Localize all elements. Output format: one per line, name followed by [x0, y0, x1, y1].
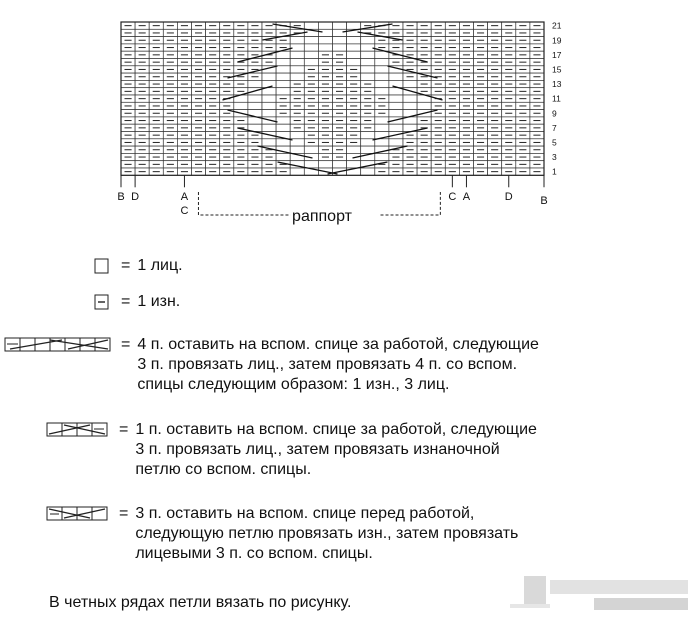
chart-cell — [347, 22, 361, 29]
chart-cell — [276, 59, 290, 66]
legend-item-cable-4-3: = 4 п. оставить на вспом. спице за работой, следующие 3 п. провязать лиц., затем провязать 4 п. со вспом. спицы следующим образом: 1 изн., 3 лиц. — [4, 335, 539, 395]
legend-text: 1 п. оставить на вспом. спице за работой, следующие 3 п. провязать лиц., затем провязать изнаночной петлю со вспом. спицы. — [135, 421, 537, 478]
chart-cell — [262, 95, 276, 102]
watermark — [510, 574, 688, 614]
chart-cell — [304, 59, 318, 66]
row-number: 9 — [552, 108, 557, 119]
chart-cell — [389, 110, 403, 117]
chart-cell — [318, 29, 332, 36]
row-number: 21 — [552, 20, 562, 31]
legend-text: 3 п. оставить на вспом. спице перед работой, следующую петлю провязать изн., затем провязать лицевыми 3 п. со вспом. спицы. — [135, 505, 519, 562]
chart-cell — [262, 110, 276, 117]
knitting-chart — [0, 0, 700, 240]
chart-cell — [276, 153, 290, 160]
repeat-bracket-left — [198, 192, 290, 215]
chart-cell — [276, 88, 290, 95]
chart-cell — [375, 139, 389, 146]
marker-letter: B — [540, 195, 548, 207]
chart-cell — [304, 51, 318, 58]
chart-cell — [290, 168, 304, 175]
chart-cell — [276, 117, 290, 124]
chart-cell — [347, 146, 361, 153]
chart-cell — [290, 73, 304, 80]
chart-cell — [333, 44, 347, 51]
chart-cell — [248, 102, 262, 109]
chart-cell — [361, 168, 375, 175]
legend-item-cable-1-3: = 1 п. оставить на вспом. спице за работой, следующие 3 п. провязать лиц., затем провязать изнаночной петлю со вспом. спицы. — [46, 420, 537, 480]
chart-cell — [347, 51, 361, 58]
chart-cell — [262, 73, 276, 80]
row-numbers — [552, 21, 562, 177]
chart-cell — [262, 139, 276, 146]
row-number: 13 — [552, 79, 562, 90]
chart-cell — [276, 124, 290, 131]
row-number: 19 — [552, 35, 562, 46]
legend-item-cable-3-1: = 3 п. оставить на вспом. спице перед работой, следующую петлю провязать изн., затем провязать лицевыми 3 п. со вспом. спицы. — [46, 504, 518, 564]
chart-cell — [290, 132, 304, 139]
legend-text: 1 изн. — [137, 293, 181, 310]
chart-cell — [375, 88, 389, 95]
chart-cell — [375, 73, 389, 80]
chart-cell — [276, 66, 290, 73]
legend-item-knit: = 1 лиц. — [92, 256, 183, 276]
marker-letter: A — [462, 191, 471, 203]
chart-cell — [318, 44, 332, 51]
chart-cell — [290, 66, 304, 73]
legend-item-purl: = 1 изн. — [92, 292, 180, 312]
purl-cell-icon — [92, 292, 112, 312]
marker-letter: C — [180, 205, 189, 217]
marker-letter: C — [448, 191, 457, 203]
cable-3-1-right-icon — [46, 504, 110, 524]
chart-cell — [262, 102, 276, 109]
marker-letter: B — [117, 191, 125, 203]
chart-cell — [375, 153, 389, 160]
footnote: В четных рядах петли вязать по рисунку. — [49, 594, 352, 611]
chart-cell — [333, 29, 347, 36]
chart-cell — [375, 117, 389, 124]
chart-cell — [389, 73, 403, 80]
chart-cell — [304, 146, 318, 153]
cable-1-3-left-icon — [46, 420, 110, 440]
chart-cell — [361, 66, 375, 73]
chart-cell — [361, 146, 375, 153]
chart-cell — [361, 59, 375, 66]
chart-cell — [276, 80, 290, 87]
cable-4-3-left-icon — [4, 335, 112, 355]
chart-cell — [290, 51, 304, 58]
marker-letter: D — [504, 191, 513, 203]
chart-cell — [375, 124, 389, 131]
repeat-label: раппорт — [292, 208, 352, 225]
row-number: 17 — [552, 49, 562, 60]
chart-cell — [276, 73, 290, 80]
chart-cell — [347, 59, 361, 66]
chart-cell — [290, 59, 304, 66]
chart-cell — [361, 37, 375, 44]
row-number: 1 — [552, 166, 557, 177]
chart-cell — [389, 102, 403, 109]
chart-cell — [248, 80, 262, 87]
chart-cell — [389, 139, 403, 146]
chart-cell — [361, 132, 375, 139]
chart-cell — [403, 95, 417, 102]
chart-cell — [347, 44, 361, 51]
chart-cell — [304, 44, 318, 51]
row-number: 5 — [552, 137, 557, 148]
row-number: 3 — [552, 152, 557, 163]
chart-cell — [248, 95, 262, 102]
chart-cell — [290, 37, 304, 44]
chart-cell — [276, 139, 290, 146]
knit-cell-icon — [92, 256, 112, 276]
chart-cell — [347, 161, 361, 168]
chart-cell — [389, 124, 403, 131]
chart-cell — [375, 80, 389, 87]
legend-text: 1 лиц. — [137, 257, 183, 274]
chart-cell — [375, 66, 389, 73]
chart-cell — [304, 161, 318, 168]
chart-cell — [375, 59, 389, 66]
chart-cell — [262, 124, 276, 131]
chart-cell — [417, 102, 431, 109]
chart-cell — [403, 80, 417, 87]
chart-cell — [333, 22, 347, 29]
row-number: 11 — [552, 93, 561, 104]
row-number: 15 — [552, 64, 562, 75]
chart-cell — [333, 161, 347, 168]
chart-cell — [361, 73, 375, 80]
repeat-bracket-right — [381, 192, 441, 215]
chart-cell — [304, 22, 318, 29]
chart-cell — [304, 37, 318, 44]
chart-cell — [290, 146, 304, 153]
legend-text: 4 п. оставить на вспом. спице за работой, следующие 3 п. провязать лиц., затем провязать 4 п. со вспом. спицы следующим образом: 1 изн., 3 лиц. — [137, 336, 539, 393]
chart-cell — [333, 37, 347, 44]
marker-letter: A — [180, 191, 189, 203]
row-number: 7 — [552, 122, 557, 133]
chart-cell — [318, 161, 332, 168]
chart-cell — [403, 102, 417, 109]
chart-cell — [234, 102, 248, 109]
chart-cell — [318, 22, 332, 29]
marker-letter: D — [131, 191, 140, 203]
chart-cell — [347, 37, 361, 44]
chart-cell — [389, 95, 403, 102]
chart-cell — [318, 37, 332, 44]
chart-grid — [121, 22, 544, 175]
chart-cell — [361, 51, 375, 58]
